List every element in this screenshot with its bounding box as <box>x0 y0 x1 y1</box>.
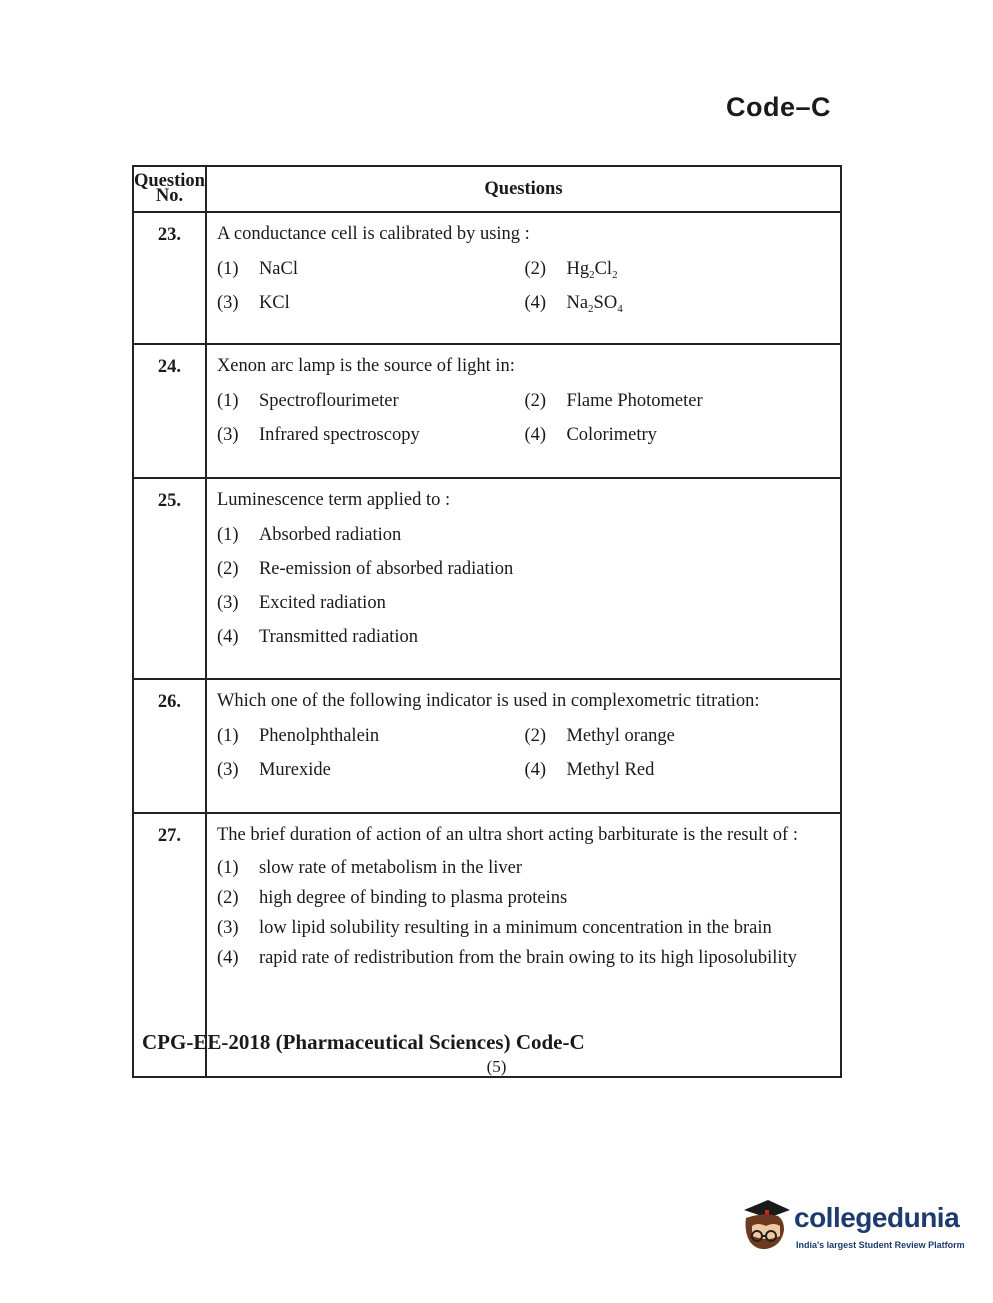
option-3: (3) Murexide <box>216 760 331 780</box>
option-4: (4) Methyl Red <box>524 760 655 780</box>
col-questions: Questions <box>206 166 841 212</box>
option-1: (1) Absorbed radiation <box>216 525 402 545</box>
option-1: (1) Phenolphthalein <box>216 726 380 746</box>
option-3: (3) KCl <box>216 293 290 313</box>
option-3: (3) low lipid solubility resulting in a minimum concentration in the brain <box>216 918 772 938</box>
option-2: (2) Methyl orange <box>524 726 675 746</box>
table-header-row <box>133 166 841 212</box>
option-2: (2) $Hg_2Cl_2$ <box>524 252 832 286</box>
option-3: (3) Excited radiation <box>216 593 386 613</box>
page-number: (5) <box>486 1057 507 1076</box>
option-1: (1) NaCl <box>216 259 298 279</box>
questions-table <box>132 165 842 1078</box>
question-body <box>206 679 841 813</box>
question-stem: Xenon arc lamp is the source of light in: <box>216 356 515 376</box>
brand-name: collegedunia <box>794 1202 960 1233</box>
question-row-25 <box>133 478 841 679</box>
col-question-no-line2: No. <box>155 186 184 206</box>
option-2: (2) high degree of binding to plasma proteins <box>216 888 568 908</box>
option-2: (2) Re-emission of absorbed radiation <box>216 559 514 579</box>
options-grid <box>217 384 832 452</box>
question-number: 26. <box>133 679 206 813</box>
formula-na2so4: $Na_2SO_4$ <box>566 293 623 315</box>
options-grid <box>217 252 832 320</box>
question-number: 27. <box>133 813 206 1077</box>
option-2: (2) Flame Photometer <box>524 391 703 411</box>
question-row-26 <box>133 679 841 813</box>
question-number: 23. <box>133 212 206 344</box>
question-row-23 <box>133 212 841 344</box>
collegedunia-watermark <box>738 1196 968 1258</box>
question-number: 24. <box>133 344 206 478</box>
question-number: 25. <box>133 478 206 679</box>
code-label: Code–C <box>726 92 832 122</box>
options-list <box>217 853 832 973</box>
question-body <box>206 478 841 679</box>
student-mascot-icon <box>738 1196 794 1256</box>
question-stem: The brief duration of action of an ultra short acting barbiturate is the result of : <box>216 825 798 845</box>
question-row-24 <box>133 344 841 478</box>
col-question-no <box>133 166 206 212</box>
brand-tagline: India's largest Student Review Platform <box>796 1240 965 1250</box>
option-4: (4) Transmitted radiation <box>216 627 419 647</box>
question-body <box>206 344 841 478</box>
option-3: (3) Infrared spectroscopy <box>216 425 420 445</box>
formula-hg2cl2: $Hg_2Cl_2$ <box>566 259 618 281</box>
option-1: (1) slow rate of metabolism in the liver <box>216 858 522 878</box>
option-1: (1) Spectroflourimeter <box>216 391 399 411</box>
option-4: (4) rapid rate of redistribution from the brain owing to its high liposolubility <box>216 948 797 968</box>
options-list <box>217 518 832 654</box>
option-4: (4) $Na_2SO_4$ <box>524 286 832 320</box>
exam-footer: CPG-EE-2018 (Pharmaceutical Sciences) Code-C <box>142 1030 585 1054</box>
question-stem: Luminescence term applied to : <box>216 490 451 510</box>
question-stem: A conductance cell is calibrated by using : <box>216 224 530 244</box>
question-body <box>206 212 841 344</box>
option-4: (4) Colorimetry <box>524 425 657 445</box>
col-question-no-line1: Question <box>134 171 205 191</box>
question-stem: Which one of the following indicator is used in complexometric titration: <box>216 691 760 711</box>
options-grid <box>217 719 832 787</box>
